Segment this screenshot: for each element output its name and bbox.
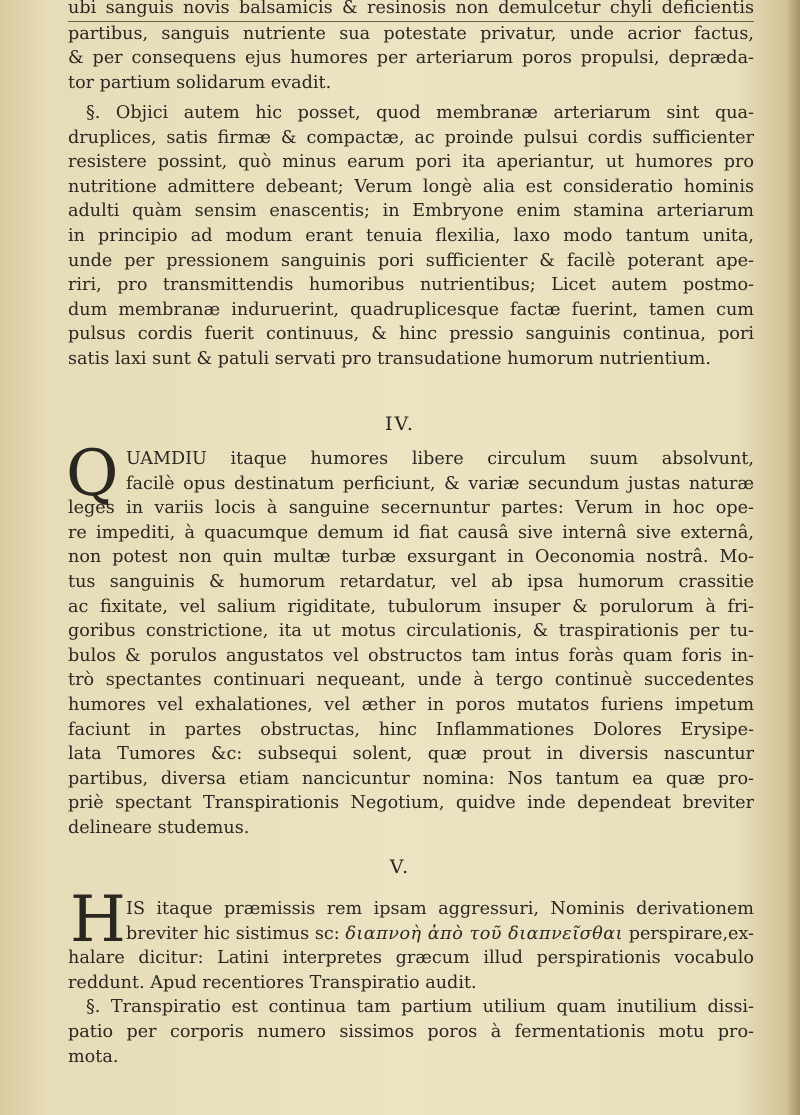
text-line: tus sanguinis & humorum retardatur, vel ab ipsa humorum crassitie xyxy=(68,571,754,592)
text-line: faciunt in partes obstructas, hinc Inflammationes Dolores Erysipe- xyxy=(68,719,754,740)
text-line: druplices, satis firmæ & compactæ, ac proinde pulsui cordis sufficienter xyxy=(68,127,754,148)
text-line: satis laxi sunt & patuli servati pro transudatione humorum nutrientium. xyxy=(68,348,711,369)
text-line: ubi sanguis novis balsamicis & resinosis non demulcetur chyli deficientis xyxy=(68,0,754,22)
text-line: resistere possint, quò minus earum pori ita aperiantur, ut humores pro xyxy=(68,152,754,173)
paragraph-continuation xyxy=(68,2,754,95)
text-line: riri, pro transmittendis humoribus nutrientibus; Licet autem postmo- xyxy=(68,275,754,296)
text-line: dum membranæ induruerint, quadruplicesque factæ fuerint, tamen cum xyxy=(68,299,754,320)
text-line: re impediti, à quacumque demum id fiat causâ sive internâ sive externâ, xyxy=(68,522,754,543)
text-line: in principio ad modum erant tenuia flexilia, laxo modo tantum unita, xyxy=(68,225,754,246)
text-line: partibus, diversa etiam nancicuntur nomina: Nos tantum ea quæ pro- xyxy=(68,768,754,789)
text-line: UAMDIU itaque humores libere circulum suum absolvunt, xyxy=(126,449,754,469)
text-line: priè spectant Transpirationis Negotium, quidve inde dependeat breviter xyxy=(68,793,754,814)
paragraph-objection xyxy=(68,101,754,372)
text-fragment: breviter hic sistimus sc: xyxy=(126,923,340,944)
text-line: non potest non quin multæ turbæ exsurgant in Oeconomia nostrâ. Mo- xyxy=(68,547,754,568)
drop-cap: H xyxy=(70,883,126,957)
text-line: adulti quàm sensim enascentis; in Embryone enim stamina arteriarum xyxy=(68,201,754,222)
text-fragment: perspirare,ex- xyxy=(628,923,754,944)
text-line: patio per corporis numero sissimos poros à fermentationis motu pro- xyxy=(68,1021,754,1042)
section-number: V. xyxy=(389,856,411,878)
text-line: nutritione admittere debeant; Verum longè alia est consideratio hominis xyxy=(68,176,754,197)
text-line: humores vel exhalationes, vel æther in poros mutatos furiens impetum xyxy=(68,694,754,715)
text-line: reddunt. Apud recentiores Transpiratio audit. xyxy=(68,972,477,993)
text-line: ac fixitate, vel salium rigiditate, tubulorum insuper & porulorum à fri- xyxy=(68,596,754,617)
text-line: §. Transpiratio est continua tam partium utilium quam inutilium dissi- xyxy=(86,997,754,1018)
text-line: halare dicitur: Latini interpretes græcum illud perspirationis vocabulo xyxy=(68,948,754,969)
paragraph-section-4 xyxy=(68,447,754,841)
text-line: delineare studemus. xyxy=(68,817,250,838)
section-number: IV. xyxy=(385,413,415,435)
text-line: & per consequens ejus humores per arteriarum poros propulsi, depræda- xyxy=(68,48,754,69)
text-line: bulos & porulos angustatos vel obstructos tam intus foràs quam foris in- xyxy=(68,645,754,666)
text-line: pulsus cordis fuerit continuus, & hinc pressio sanguinis continua, pori xyxy=(68,324,754,345)
paragraph-section-5 xyxy=(68,897,754,1069)
text-line: §. Objici autem hic posset, quod membranæ arteriarum sint qua- xyxy=(86,103,754,123)
text-line: facilè opus destinatum perficiunt, & variæ secundum justas naturæ xyxy=(126,473,754,494)
text-line: IS itaque præmissis rem ipsam aggressuri, Nominis derivationem xyxy=(126,899,754,919)
text-line: partibus, sanguis nutriente sua potestate privatur, unde acrior factus, xyxy=(68,23,754,44)
text-line: leges in variis locis à sanguine secernuntur partes: Verum in hoc ope- xyxy=(68,498,754,519)
greek-text: διαπνοὴ ἀπὸ τοῦ διαπνεῖσθαι xyxy=(345,923,624,944)
text-line: tor partium solidarum evadit. xyxy=(68,72,332,93)
text-line: unde per pressionem sanguinis pori sufficienter & facilè poterant ape- xyxy=(68,250,754,271)
text-line: lata Tumores &c: subsequi solent, quæ prout in diversis nascuntur xyxy=(68,744,754,765)
text-line: goribus constrictione, ita ut motus circulationis, & traspirationis per tu- xyxy=(68,621,754,642)
text-line xyxy=(68,922,754,947)
drop-cap: Q xyxy=(66,437,119,511)
page-edge-shadow xyxy=(786,0,800,1115)
text-line: mota. xyxy=(68,1046,119,1067)
text-line: trò spectantes continuari nequeant, unde à tergo continuè succedentes xyxy=(68,670,754,691)
